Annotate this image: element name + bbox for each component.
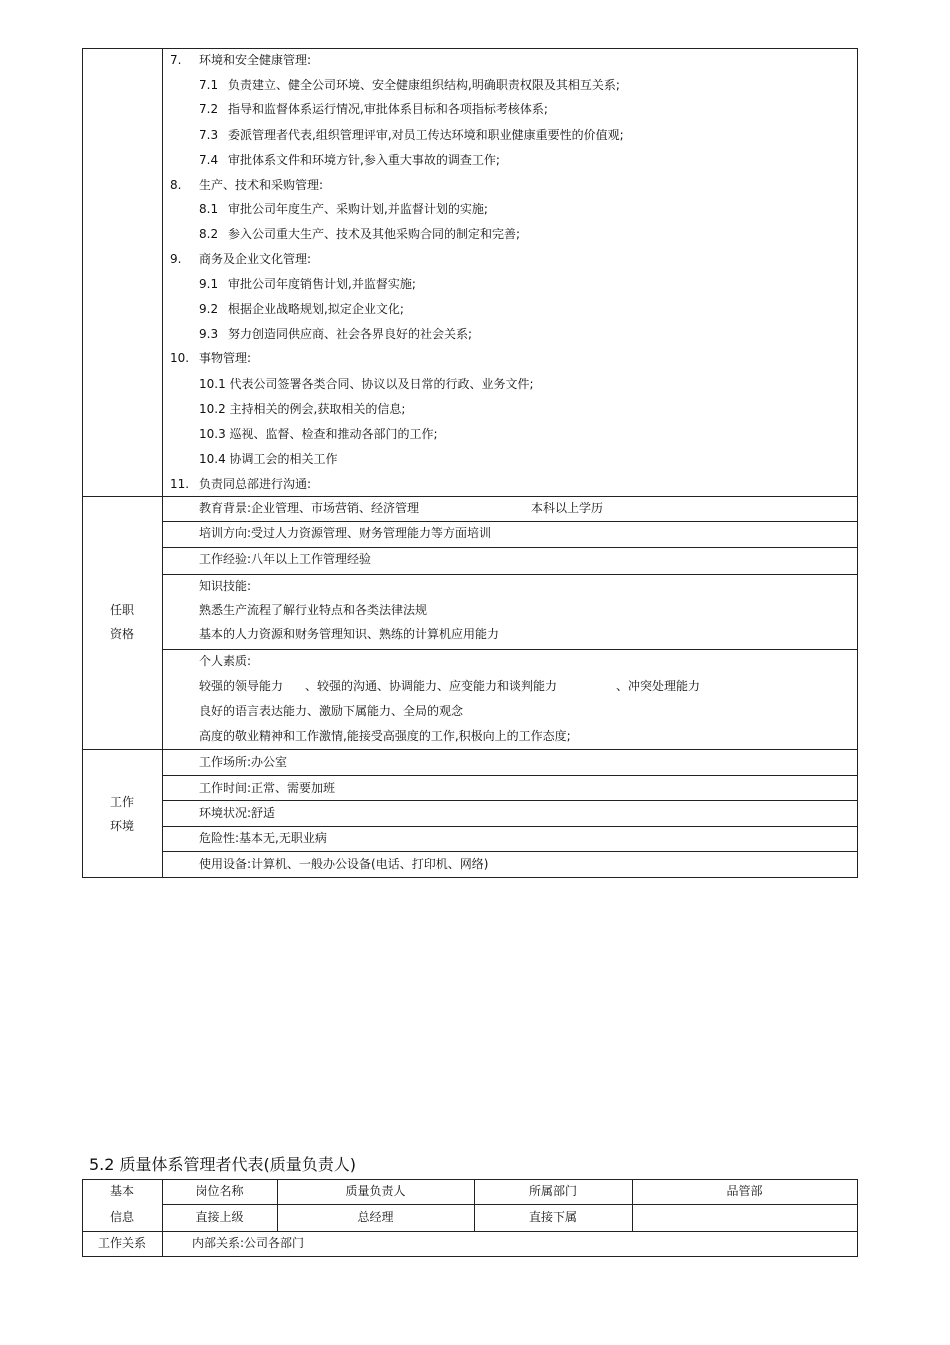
relation-label: 工作关系 [97,1236,146,1250]
table-border-top [82,1179,858,1180]
work-place: 工作场所:办公室 [199,755,288,769]
row-divider [162,826,858,827]
section-divider [82,496,858,497]
basic-info-label: 基本 [109,1184,134,1198]
duty-item: 10.4 协调工会的相关工作 [199,452,338,466]
section-heading: 5.2 质量体系管理者代表(质量负责人) [89,1155,357,1174]
qualification-label: 任职 [109,603,134,617]
superior-label: 直接上级 [195,1210,244,1224]
traits-title: 个人素质: [199,654,252,668]
duty-item: 9.2 根据企业战略规划,拟定企业文化; [199,302,404,316]
education-level: 本科以上学历 [531,501,604,515]
row-divider [162,851,858,852]
duty-item: 10.2 主持相关的例会,获取相关的信息; [199,402,406,416]
row-divider [162,547,858,548]
table-column-divider [162,48,163,878]
environment-condition: 环境状况:舒适 [199,806,276,820]
row-divider [162,649,858,650]
row-divider [162,521,858,522]
qualification-label: 资格 [109,627,134,641]
duty-item: 8.2 参入公司重大生产、技术及其他采购合同的制定和完善; [199,227,521,241]
table-border-top [82,48,858,49]
trait-item: 、冲突处理能力 [616,679,701,693]
position-label: 岗位名称 [195,1184,244,1198]
equipment: 使用设备:计算机、一般办公设备(电话、打印机、网络) [199,857,489,871]
position-value: 质量负责人 [345,1184,406,1198]
table-border-right [857,48,858,878]
education-background: 教育背景:企业管理、市场营销、经济管理 [199,501,420,515]
duty-heading: 7. 环境和安全健康管理: [170,53,312,67]
department-value: 品管部 [726,1184,763,1198]
table-border-left [82,48,83,878]
environment-label: 工作 [109,795,134,809]
skill-item: 熟悉生产流程了解行业特点和各类法律法规 [199,603,428,617]
duty-heading: 11. 负责同总部进行沟通: [170,477,312,491]
work-experience: 工作经验:八年以上工作管理经验 [199,552,372,566]
duty-item: 10.3 巡视、监督、检查和推动各部门的工作; [199,427,438,441]
trait-item: 良好的语言表达能力、激励下属能力、全局的观念 [199,704,464,718]
skills-title: 知识技能: [199,579,252,593]
environment-label: 环境 [109,819,134,833]
duty-heading: 10. 事物管理: [170,351,252,365]
basic-info-label: 信息 [109,1210,134,1224]
duty-item: 7.1 负责建立、健全公司环境、安全健康组织结构,明确职责权限及其相互关系; [199,78,620,92]
danger-level: 危险性:基本无,无职业病 [199,831,327,845]
trait-item: 、较强的沟通、协调能力、应变能力和谈判能力 [305,679,558,693]
trait-item: 较强的领导能力 [199,679,284,693]
duty-item: 9.3 努力创造同供应商、社会各界良好的社会关系; [199,327,473,341]
duty-item: 7.4 审批体系文件和环境方针,参入重大事故的调查工作; [199,153,500,167]
table-border-right [857,1179,858,1257]
subordinate-label: 直接下属 [528,1210,577,1224]
section-divider [82,749,858,750]
duty-item: 10.1 代表公司签署各类合同、协议以及日常的行政、业务文件; [199,377,534,391]
row-divider [162,775,858,776]
row-divider [162,574,858,575]
department-label: 所属部门 [528,1184,577,1198]
training-direction: 培训方向:受过人力资源管理、财务管理能力等方面培训 [199,526,492,540]
duty-item: 7.3 委派管理者代表,组织管理评审,对员工传达环境和职业健康重要性的价值观; [199,128,624,142]
trait-item: 高度的敬业精神和工作激情,能接受高强度的工作,积极向上的工作态度; [199,729,571,743]
relation-value: 内部关系:公司各部门 [192,1236,305,1250]
row-divider [162,1204,858,1205]
row-divider [82,1231,858,1232]
table-border-bottom [82,1256,858,1257]
skill-item: 基本的人力资源和财务管理知识、熟练的计算机应用能力 [199,627,500,641]
duty-heading: 8. 生产、技术和采购管理: [170,178,324,192]
superior-value: 总经理 [357,1210,394,1224]
duty-item: 8.1 审批公司年度生产、采购计划,并监督计划的实施; [199,202,488,216]
work-time: 工作时间:正常、需要加班 [199,781,336,795]
duty-item: 9.1 审批公司年度销售计划,并监督实施; [199,277,416,291]
duty-item: 7.2 指导和监督体系运行情况,审批体系目标和各项指标考核体系; [199,102,548,116]
row-divider [162,800,858,801]
table-border-bottom [82,877,858,878]
duty-heading: 9. 商务及企业文化管理: [170,252,312,266]
